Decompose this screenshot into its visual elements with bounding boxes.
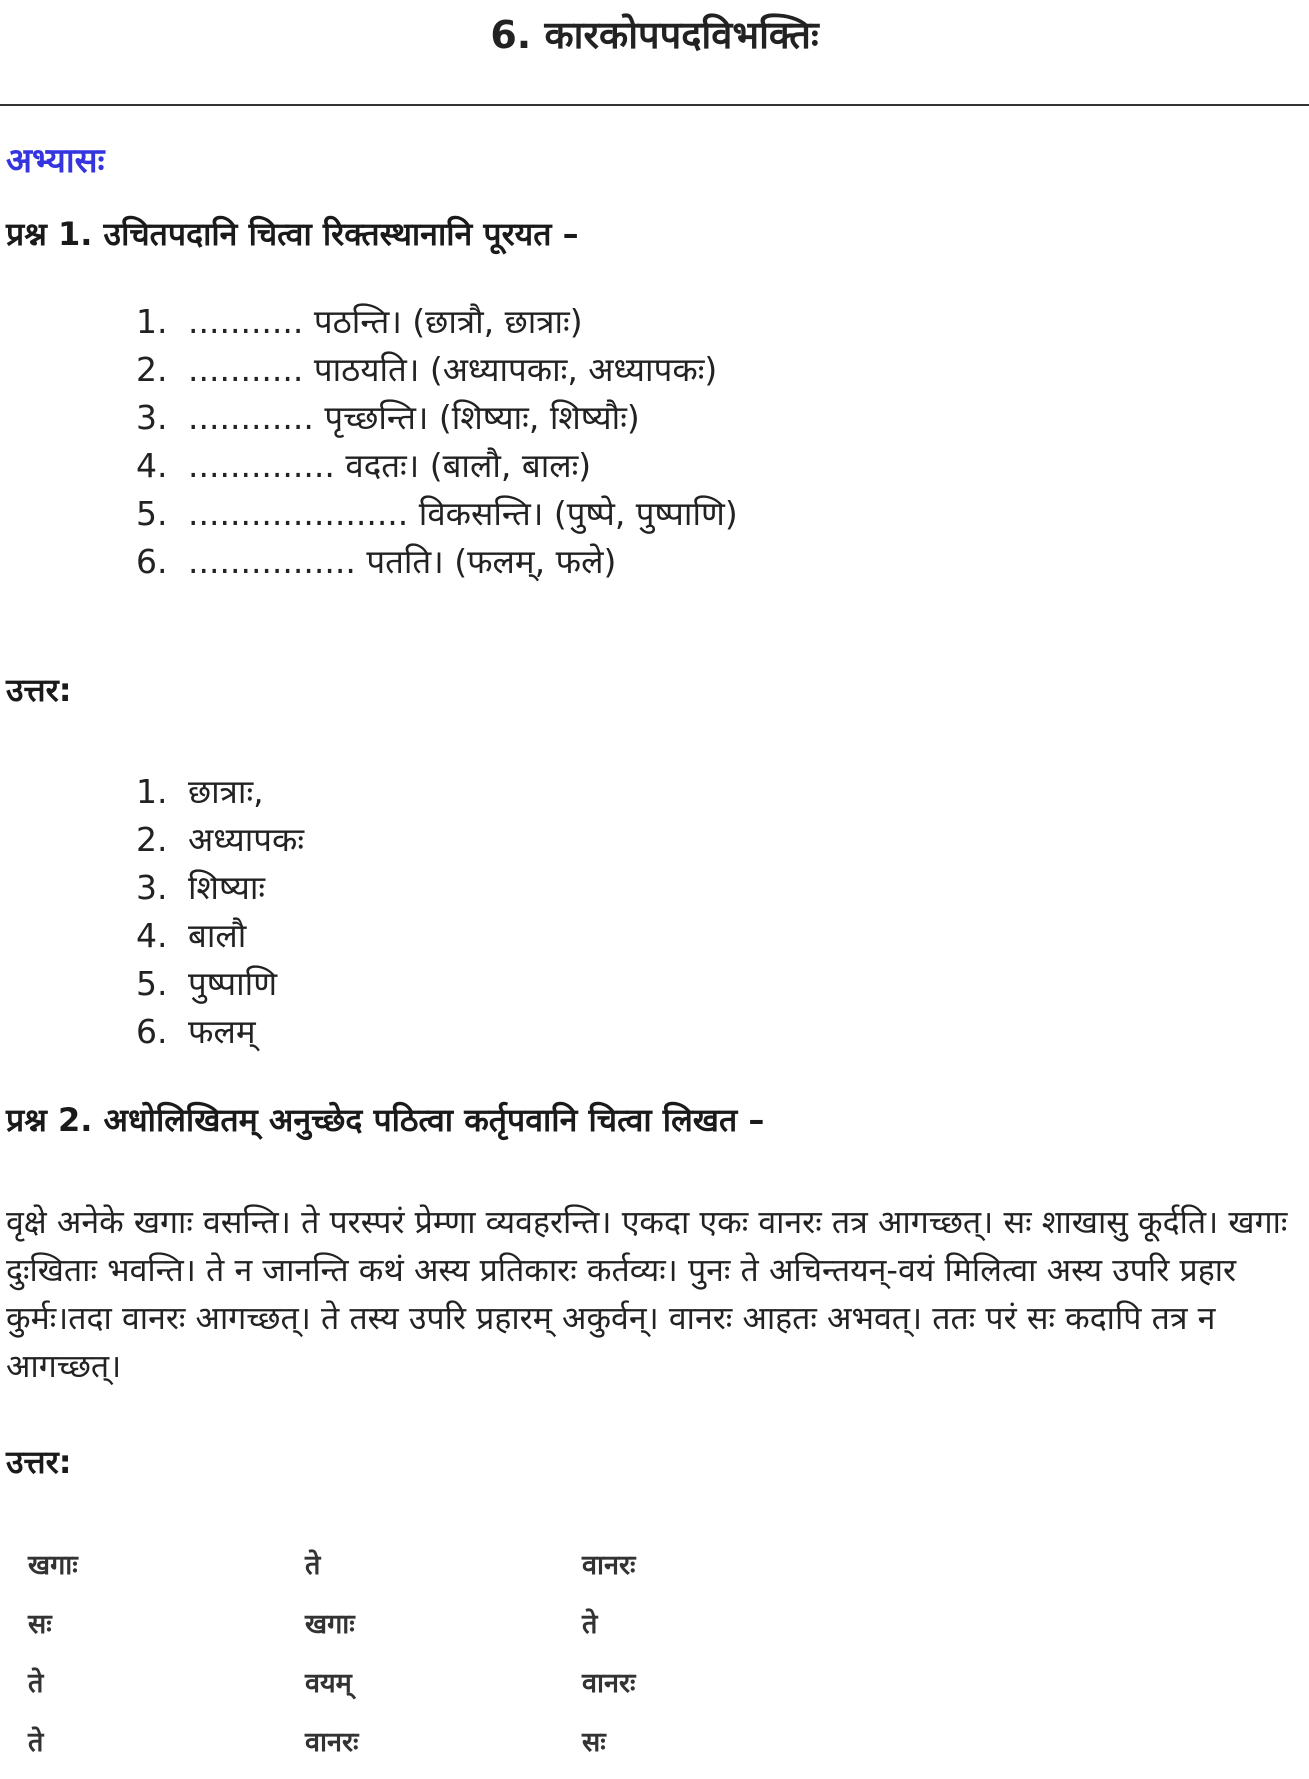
- grid-cell: वानरः: [582, 1550, 636, 1581]
- list-item: [136, 816, 304, 864]
- section-label: अभ्यासः: [6, 141, 105, 181]
- item-number: 3.: [136, 398, 168, 437]
- grid-cell: ते: [582, 1609, 598, 1640]
- title-divider: [0, 104, 1309, 106]
- item-text: शिष्याः: [188, 868, 266, 907]
- item-text: पुष्पाणि: [188, 964, 278, 1003]
- item-text: फलम्: [188, 1012, 256, 1051]
- item-text: ................ पतति। (फलम्, फले): [188, 542, 617, 581]
- list-item: [136, 912, 304, 960]
- item-text: ........... पाठयति। (अध्यापकाः, अध्यापकः): [188, 350, 718, 389]
- list-item: [136, 442, 738, 490]
- item-number: 3.: [136, 868, 168, 907]
- item-number: 1.: [136, 772, 168, 811]
- item-text: ..................... विकसन्ति। (पुष्पे, पुष्पाणि): [188, 494, 738, 533]
- question-2-paragraph: वृक्षे अनेके खगाः वसन्ति। ते परस्परं प्रेम्णा व्यवहरन्ति। एकदा एकः वानरः तत्र आगच्छत्। सः शाखासु कूर्दति। खगाः दुःखिताः भवन्ति। ते न जानन्ति कथं अस्य प्रतिकारः कर्तव्यः। पुनः ते अचिन्तयन्-वयं मिलित्वा अस्य उपरि प्रहार कुर्मः।तदा वानरः आगच्छत्। ते तस्य उपरि प्रहारम् अकुर्वन्। वानरः आहतः अभवत्। ततः परं सः कदापि तत्र न आगच्छत्।: [6, 1203, 1288, 1385]
- list-item: [136, 960, 304, 1008]
- grid-cell: वयम्: [305, 1668, 352, 1699]
- question-2-heading: प्रश्न 2. अधोलिखितम् अनुच्छेद पठित्वा कर्तृपवानि चित्वा लिखत –: [6, 1101, 765, 1139]
- grid-cell: ते: [28, 1727, 44, 1758]
- item-text: ........... पठन्ति। (छात्रौ, छात्राः): [188, 302, 583, 341]
- item-number: 6.: [136, 542, 168, 581]
- list-item: [136, 864, 304, 912]
- grid-cell: सः: [582, 1727, 606, 1758]
- list-item: [136, 394, 738, 442]
- answer-1-label: उत्तर:: [6, 671, 72, 709]
- list-item: [136, 538, 738, 586]
- question-1-heading: प्रश्न 1. उचितपदानि चित्वा रिक्तस्थानानि पूरयत –: [6, 215, 579, 253]
- grid-cell: सः: [28, 1609, 52, 1640]
- item-text: छात्राः,: [188, 772, 264, 811]
- list-item: [136, 346, 738, 394]
- list-item: [136, 1008, 304, 1056]
- item-text: ............ पृच्छन्ति। (शिष्याः, शिष्यौः): [188, 398, 640, 437]
- item-number: 5.: [136, 964, 168, 1003]
- answer-2-grid: [28, 1536, 859, 1772]
- grid-cell: खगाः: [305, 1609, 355, 1640]
- page-title: 6. कारकोपपदविभक्तिः: [490, 13, 819, 57]
- item-number: 5.: [136, 494, 168, 533]
- item-text: अध्यापकः: [188, 820, 305, 859]
- item-number: 2.: [136, 820, 168, 859]
- grid-cell: ते: [305, 1550, 321, 1581]
- item-number: 4.: [136, 446, 168, 485]
- item-number: 2.: [136, 350, 168, 389]
- grid-cell: वानरः: [582, 1668, 636, 1699]
- item-number: 4.: [136, 916, 168, 955]
- question-1-list: [136, 298, 738, 586]
- item-text: .............. वदतः। (बालौ, बालः): [188, 446, 592, 485]
- item-text: बालौ: [188, 916, 247, 955]
- grid-cell: वानरः: [305, 1727, 359, 1758]
- list-item: [136, 298, 738, 346]
- list-item: [136, 768, 304, 816]
- item-number: 6.: [136, 1012, 168, 1051]
- item-number: 1.: [136, 302, 168, 341]
- answer-1-list: [136, 768, 304, 1056]
- grid-cell: ते: [28, 1668, 44, 1699]
- list-item: [136, 490, 738, 538]
- grid-cell: खगाः: [28, 1550, 78, 1581]
- answer-2-label: उत्तर:: [6, 1443, 72, 1481]
